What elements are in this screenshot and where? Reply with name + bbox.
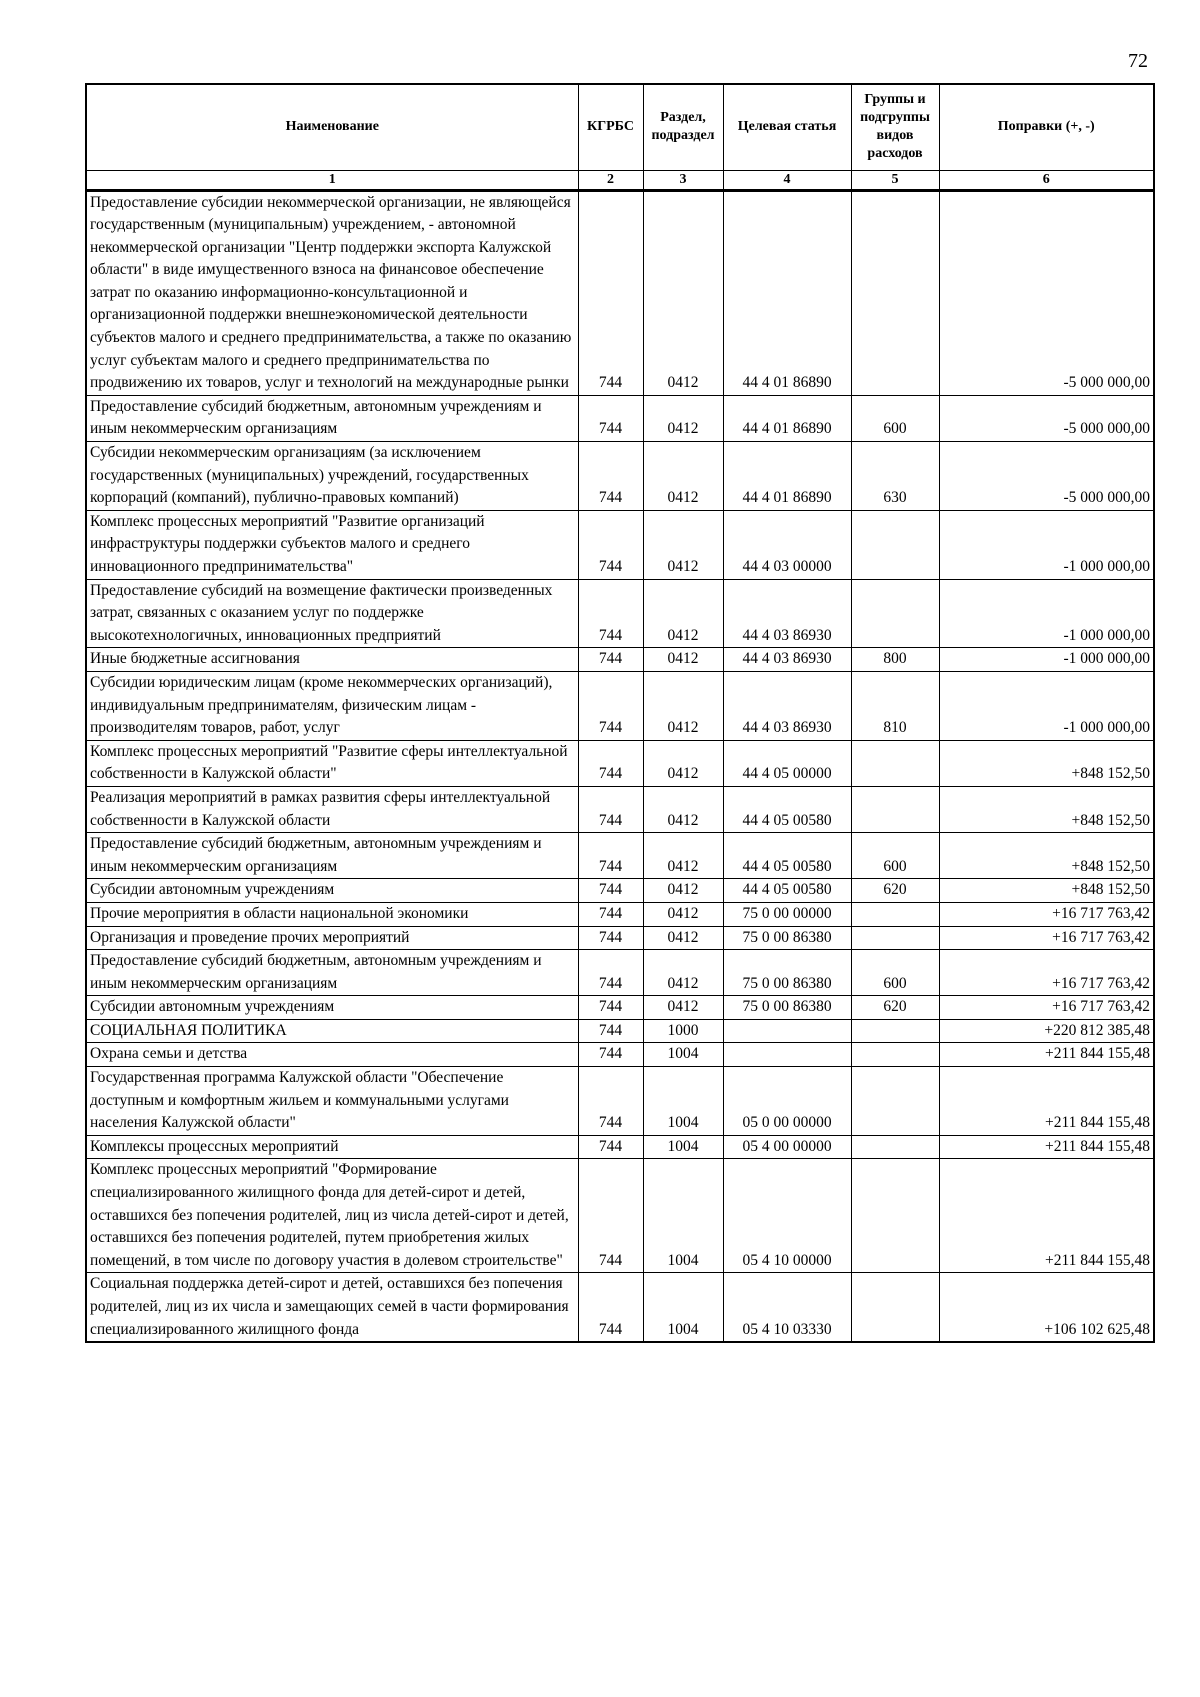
row-amount-cell: -1 000 000,00 [939,510,1154,579]
row-group-cell [851,786,939,832]
row-name-cell: Предоставление субсидий бюджетным, автономным учреждениям и иным некоммерческим организациям [86,833,578,879]
row-section-cell: 0412 [643,671,723,740]
row-section-cell: 0412 [643,950,723,996]
row-amount-cell: -5 000 000,00 [939,190,1154,395]
row-name-cell: СОЦИАЛЬНАЯ ПОЛИТИКА [86,1019,578,1043]
row-kgrbs-cell: 744 [578,1159,643,1273]
row-name-cell: Предоставление субсидий на возмещение фактически произведенных затрат, связанных с оказанием услуг по поддержке высокотехнологичных, инновационных предприятий [86,579,578,648]
row-section-cell: 0412 [643,740,723,786]
row-group-cell: 600 [851,395,939,441]
table-row [86,671,1154,740]
row-section-cell: 0412 [643,996,723,1020]
row-kgrbs-cell: 744 [578,1273,643,1342]
table-row [86,190,1154,395]
row-section-cell: 0412 [643,833,723,879]
row-name-cell: Предоставление субсидий бюджетным, автономным учреждениям и иным некоммерческим организациям [86,395,578,441]
row-kgrbs-cell: 744 [578,190,643,395]
row-name-cell: Субсидии автономным учреждениям [86,996,578,1020]
table-row [86,740,1154,786]
row-kgrbs-cell: 744 [578,395,643,441]
column-number: 6 [939,170,1154,190]
row-group-cell: 800 [851,648,939,672]
row-section-cell: 0412 [643,648,723,672]
table-row [86,395,1154,441]
row-group-cell [851,579,939,648]
table-row [86,996,1154,1020]
row-group-cell [851,1135,939,1159]
row-kgrbs-cell: 744 [578,879,643,903]
column-header-group: Группы и подгруппы видов расходов [851,84,939,170]
row-target-cell [723,1019,851,1043]
row-kgrbs-cell: 744 [578,1135,643,1159]
row-group-cell [851,902,939,926]
row-kgrbs-cell: 744 [578,510,643,579]
row-name-cell: Охрана семьи и детства [86,1043,578,1067]
row-group-cell [851,1159,939,1273]
row-kgrbs-cell: 744 [578,1043,643,1067]
table-body [86,190,1154,1342]
row-amount-cell: +848 152,50 [939,786,1154,832]
column-header-section: Раздел, подраздел [643,84,723,170]
table-header-row [86,84,1154,170]
table-row [86,1135,1154,1159]
row-name-cell: Субсидии некоммерческим организациям (за исключением государственных (муниципальных) учреждений, государственных корпораций (компаний), публично-правовых компаний) [86,442,578,511]
row-target-cell: 44 4 01 86890 [723,190,851,395]
row-section-cell: 0412 [643,395,723,441]
column-header-name: Наименование [86,84,578,170]
row-name-cell: Субсидии автономным учреждениям [86,879,578,903]
row-section-cell: 0412 [643,190,723,395]
column-number: 5 [851,170,939,190]
row-group-cell [851,1067,939,1136]
row-section-cell: 0412 [643,579,723,648]
row-name-cell: Организация и проведение прочих мероприятий [86,926,578,950]
table-row [86,1067,1154,1136]
row-name-cell: Иные бюджетные ассигнования [86,648,578,672]
row-name-cell: Прочие мероприятия в области национальной экономики [86,902,578,926]
row-target-cell: 44 4 01 86890 [723,395,851,441]
row-amount-cell: +211 844 155,48 [939,1043,1154,1067]
row-kgrbs-cell: 744 [578,786,643,832]
column-number: 3 [643,170,723,190]
row-amount-cell: +16 717 763,42 [939,950,1154,996]
column-header-target: Целевая статья [723,84,851,170]
row-section-cell: 0412 [643,902,723,926]
row-name-cell: Комплекс процессных мероприятий "Развитие организаций инфраструктуры поддержки субъектов малого и среднего инновационного предпринимательства" [86,510,578,579]
row-amount-cell: +211 844 155,48 [939,1135,1154,1159]
row-name-cell: Комплекс процессных мероприятий "Формирование специализированного жилищного фонда для детей-сирот и детей, оставшихся без попечения родителей, лиц из числа детей-сирот и детей, оставшихся без попечения родителей, путем приобретения жилых помещений, в том числе по договору участия в долевом строительстве" [86,1159,578,1273]
row-name-cell: Субсидии юридическим лицам (кроме некоммерческих организаций), индивидуальным предпринимателям, физическим лицам - производителям товаров, работ, услуг [86,671,578,740]
row-target-cell [723,1043,851,1067]
row-section-cell: 0412 [643,786,723,832]
row-kgrbs-cell: 744 [578,671,643,740]
table-row [86,950,1154,996]
row-kgrbs-cell: 744 [578,740,643,786]
row-kgrbs-cell: 744 [578,579,643,648]
table-row [86,833,1154,879]
row-amount-cell: -5 000 000,00 [939,395,1154,441]
row-section-cell: 0412 [643,879,723,903]
row-amount-cell: +106 102 625,48 [939,1273,1154,1342]
row-target-cell: 44 4 05 00580 [723,786,851,832]
row-name-cell: Предоставление субсидии некоммерческой организации, не являющейся государственным (муниципальным) учреждением, - автономной некоммерческой организации "Центр поддержки экспорта Калужской области" в виде имущественного взноса на финансовое обеспечение затрат по оказанию информационно-консультационной и организационной поддержки внешнеэкономической деятельности субъектов малого и среднего предпринимательства, а также по оказанию услуг субъектам малого и среднего предпринимательства по продвижению их товаров, услуг и технологий на международные рынки [86,190,578,395]
row-target-cell: 75 0 00 86380 [723,996,851,1020]
row-section-cell: 1004 [643,1067,723,1136]
row-target-cell: 05 4 00 00000 [723,1135,851,1159]
row-section-cell: 0412 [643,926,723,950]
page-number: 72 [1128,50,1148,72]
row-amount-cell: +220 812 385,48 [939,1019,1154,1043]
table-row [86,579,1154,648]
row-section-cell: 1004 [643,1273,723,1342]
table-row [86,879,1154,903]
row-target-cell: 44 4 05 00580 [723,879,851,903]
table-row [86,902,1154,926]
table-row [86,926,1154,950]
row-group-cell: 600 [851,833,939,879]
row-kgrbs-cell: 744 [578,442,643,511]
row-kgrbs-cell: 744 [578,926,643,950]
row-amount-cell: +211 844 155,48 [939,1159,1154,1273]
row-target-cell: 44 4 03 86930 [723,671,851,740]
row-amount-cell: +16 717 763,42 [939,926,1154,950]
row-kgrbs-cell: 744 [578,950,643,996]
row-target-cell: 44 4 05 00000 [723,740,851,786]
row-name-cell: Реализация мероприятий в рамках развития сферы интеллектуальной собственности в Калужской области [86,786,578,832]
row-amount-cell: -1 000 000,00 [939,648,1154,672]
row-target-cell: 44 4 05 00580 [723,833,851,879]
table-row [86,1159,1154,1273]
row-target-cell: 05 0 00 00000 [723,1067,851,1136]
column-header-amount: Поправки (+, -) [939,84,1154,170]
row-section-cell: 0412 [643,442,723,511]
row-target-cell: 05 4 10 00000 [723,1159,851,1273]
column-header-kgrbs: КГРБС [578,84,643,170]
row-section-cell: 1000 [643,1019,723,1043]
table-row [86,786,1154,832]
row-section-cell: 1004 [643,1159,723,1273]
row-group-cell [851,1043,939,1067]
row-amount-cell: +211 844 155,48 [939,1067,1154,1136]
table-row [86,1019,1154,1043]
row-kgrbs-cell: 744 [578,833,643,879]
row-group-cell [851,190,939,395]
row-section-cell: 1004 [643,1043,723,1067]
row-kgrbs-cell: 744 [578,1067,643,1136]
row-amount-cell: -1 000 000,00 [939,671,1154,740]
row-amount-cell: +848 152,50 [939,879,1154,903]
row-section-cell: 1004 [643,1135,723,1159]
table-row [86,1273,1154,1342]
row-target-cell: 44 4 03 00000 [723,510,851,579]
row-group-cell [851,926,939,950]
row-group-cell [851,740,939,786]
row-target-cell: 05 4 10 03330 [723,1273,851,1342]
row-name-cell: Комплекс процессных мероприятий "Развитие сферы интеллектуальной собственности в Калужской области" [86,740,578,786]
row-group-cell [851,1019,939,1043]
row-group-cell [851,510,939,579]
row-target-cell: 44 4 03 86930 [723,648,851,672]
row-kgrbs-cell: 744 [578,1019,643,1043]
row-target-cell: 44 4 01 86890 [723,442,851,511]
table-row [86,1043,1154,1067]
row-group-cell: 810 [851,671,939,740]
row-amount-cell: +848 152,50 [939,833,1154,879]
row-group-cell: 620 [851,879,939,903]
row-amount-cell: +16 717 763,42 [939,902,1154,926]
row-amount-cell: -5 000 000,00 [939,442,1154,511]
table-row [86,510,1154,579]
row-group-cell: 620 [851,996,939,1020]
row-target-cell: 75 0 00 86380 [723,926,851,950]
row-name-cell: Социальная поддержка детей-сирот и детей, оставшихся без попечения родителей, лиц из их числа и замещающих семей в части формирования специализированного жилищного фонда [86,1273,578,1342]
row-name-cell: Комплексы процессных мероприятий [86,1135,578,1159]
row-group-cell: 600 [851,950,939,996]
row-target-cell: 44 4 03 86930 [723,579,851,648]
column-number: 4 [723,170,851,190]
row-target-cell: 75 0 00 00000 [723,902,851,926]
table-row [86,648,1154,672]
row-amount-cell: +848 152,50 [939,740,1154,786]
row-amount-cell: -1 000 000,00 [939,579,1154,648]
row-amount-cell: +16 717 763,42 [939,996,1154,1020]
row-kgrbs-cell: 744 [578,648,643,672]
row-name-cell: Предоставление субсидий бюджетным, автономным учреждениям и иным некоммерческим организациям [86,950,578,996]
column-number-row [86,170,1154,190]
column-number: 2 [578,170,643,190]
column-number: 1 [86,170,578,190]
budget-table [85,83,1155,1343]
row-kgrbs-cell: 744 [578,902,643,926]
row-group-cell [851,1273,939,1342]
row-kgrbs-cell: 744 [578,996,643,1020]
row-section-cell: 0412 [643,510,723,579]
row-target-cell: 75 0 00 86380 [723,950,851,996]
row-group-cell: 630 [851,442,939,511]
row-name-cell: Государственная программа Калужской области "Обеспечение доступным и комфортным жильем и коммунальными услугами населения Калужской области" [86,1067,578,1136]
table-row [86,442,1154,511]
